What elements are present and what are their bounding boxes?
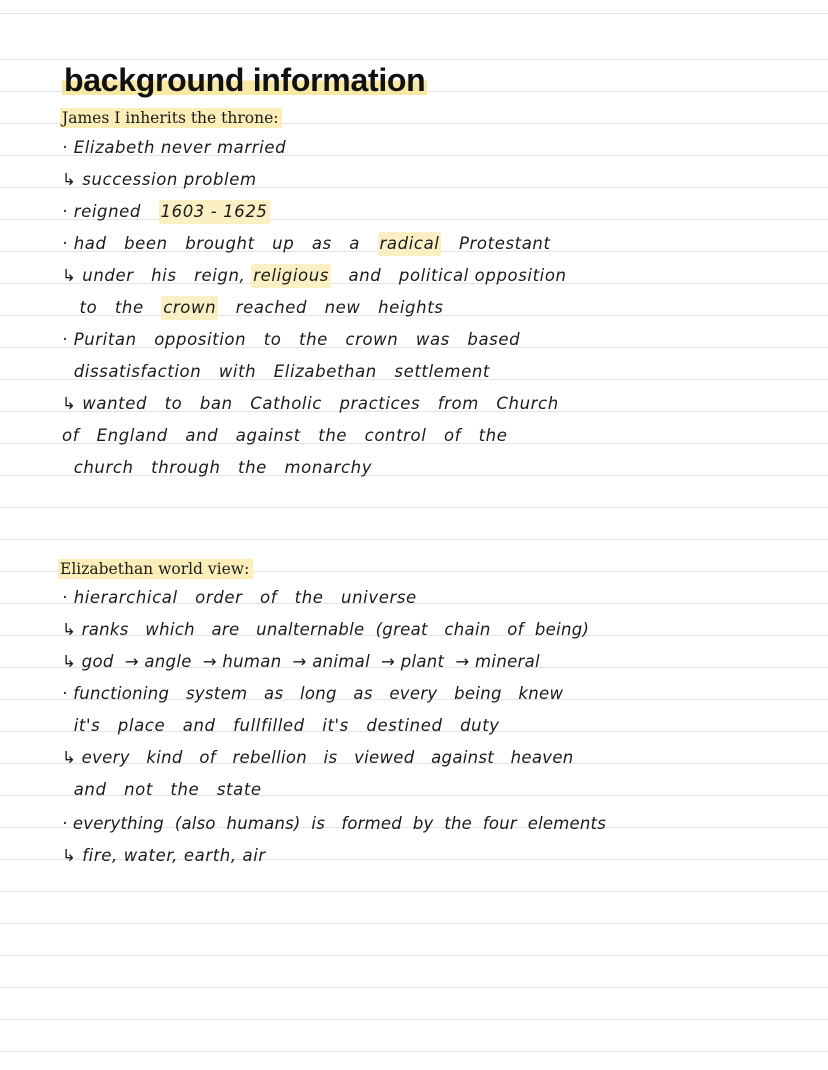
note-line: ↳ god → angle → human → animal → plant → mineral — [62, 652, 540, 671]
note-line: and not the state — [62, 780, 262, 799]
note-line: · everything (also humans) is formed by the four elements — [62, 814, 606, 833]
note-line: ↳ wanted to ban Catholic practices from Church — [62, 394, 559, 413]
note-line: · hierarchical order of the universe — [62, 588, 417, 607]
note-line: · had been brought up as a radical Protestant — [62, 232, 551, 256]
note-line: of England and against the control of the — [62, 426, 508, 445]
note-line: ↳ fire, water, earth, air — [62, 846, 266, 865]
page-title: background information — [64, 62, 426, 98]
highlighted-text: religious — [251, 264, 331, 288]
note-line: dissatisfaction with Elizabethan settlement — [62, 362, 490, 381]
note-line: · functioning system as long as every being knew — [62, 684, 564, 703]
highlighted-text: radical — [378, 232, 442, 256]
highlighted-text: crown — [161, 296, 218, 320]
note-line: ↳ ranks which are unalternable (great chain of being) — [62, 620, 590, 639]
section-heading-james: James I inherits the throne: — [60, 108, 282, 128]
note-line: ↳ under his reign, religious and political opposition — [62, 264, 567, 288]
note-line: church through the monarchy — [62, 458, 373, 477]
note-line: to the crown reached new heights — [62, 296, 443, 320]
note-line: · reigned 1603 - 1625 — [62, 200, 270, 224]
section-heading-world-view: Elizabethan world view: — [58, 559, 253, 579]
note-line: ↳ every kind of rebellion is viewed against heaven — [62, 748, 574, 767]
note-line: ↳ succession problem — [62, 170, 257, 189]
note-line: it's place and fullfilled it's destined duty — [62, 716, 500, 735]
note-line: · Elizabeth never married — [62, 138, 287, 157]
note-line: · Puritan opposition to the crown was based — [62, 330, 521, 349]
highlighted-text: 1603 - 1625 — [159, 200, 270, 224]
